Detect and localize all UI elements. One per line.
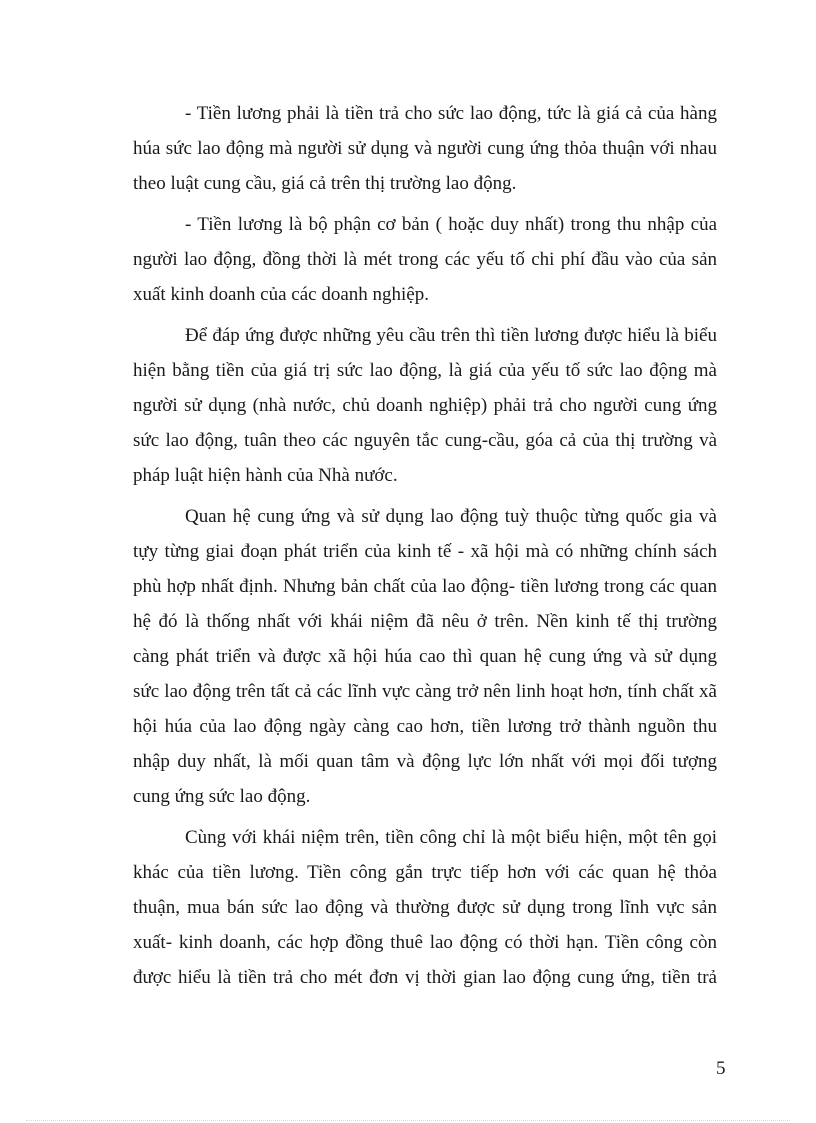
text-line: xuất- kinh doanh, các hợp đồng thuê lao động có thời hạn. Tiền công còn [133,932,717,953]
text-line: Cùng với khái niệm trên, tiền công chỉ là một biểu hiện, một tên gọi [185,827,717,848]
text-line: tựy từng giai đoạn phát triển của kinh tế - xã hội mà có những chính sách [133,541,717,562]
text-line: cung ứng sức lao động. [133,786,311,807]
text-line: khác của tiền lương. Tiền công gắn trực tiếp hơn với các quan hệ thỏa [133,862,717,883]
text-line: càng phát triển và được xã hội húa cao thì quan hệ cung ứng và sử dụng [133,646,717,667]
text-line: Quan hệ cung ứng và sử dụng lao động tuỳ thuộc từng quốc gia và [185,506,717,527]
text-line: - Tiền lương phải là tiền trả cho sức lao động, tức là giá cả của hàng [185,103,717,124]
text-line: người lao động, đồng thời là mét trong các yếu tố chi phí đầu vào của sản [133,249,717,270]
text-line: hiện bằng tiền của giá trị sức lao động, là giá của yếu tố sức lao động mà [133,360,717,381]
text-line: sức lao động, tuân theo các nguyên tắc cung-cầu, góa cả của thị trường và [133,430,717,451]
text-line: thuận, mua bán sức lao động và thường được sử dụng trong lĩnh vực sản [133,897,717,918]
text-line: - Tiền lương là bộ phận cơ bản ( hoặc duy nhất) trong thu nhập của [185,214,717,235]
text-line: người sử dụng (nhà nước, chủ doanh nghiệp) phải trả cho người cung ứng [133,395,717,416]
footer-divider [26,1120,790,1121]
text-line: hội húa của lao động ngày càng cao hơn, tiền lương trở thành nguồn thu [133,716,717,737]
text-line: xuất kinh doanh của các doanh nghiệp. [133,284,429,305]
text-line: phù hợp nhất định. Nhưng bản chất của lao động- tiền lương trong các quan [133,576,717,597]
text-line: hệ đó là thống nhất với khái niệm đã nêu ở trên. Nền kinh tế thị trường [133,611,717,632]
page-number: 5 [716,1058,726,1079]
text-line: được hiểu là tiền trả cho mét đơn vị thời gian lao động cung ứng, tiền trả [133,967,717,988]
text-line: nhập duy nhất, là mối quan tâm và động lực lớn nhất với mọi đối tượng [133,751,717,772]
text-line: Để đáp ứng được những yêu cầu trên thì tiền lương được hiểu là biểu [185,325,717,346]
text-line: húa sức lao động mà người sử dụng và người cung ứng thỏa thuận với nhau [133,138,717,159]
text-line: theo luật cung cầu, giá cả trên thị trường lao động. [133,173,517,194]
text-line: sức lao động trên tất cả các lĩnh vực càng trở nên linh hoạt hơn, tính chất xã [133,681,717,702]
text-line: pháp luật hiện hành của Nhà nước. [133,465,398,486]
